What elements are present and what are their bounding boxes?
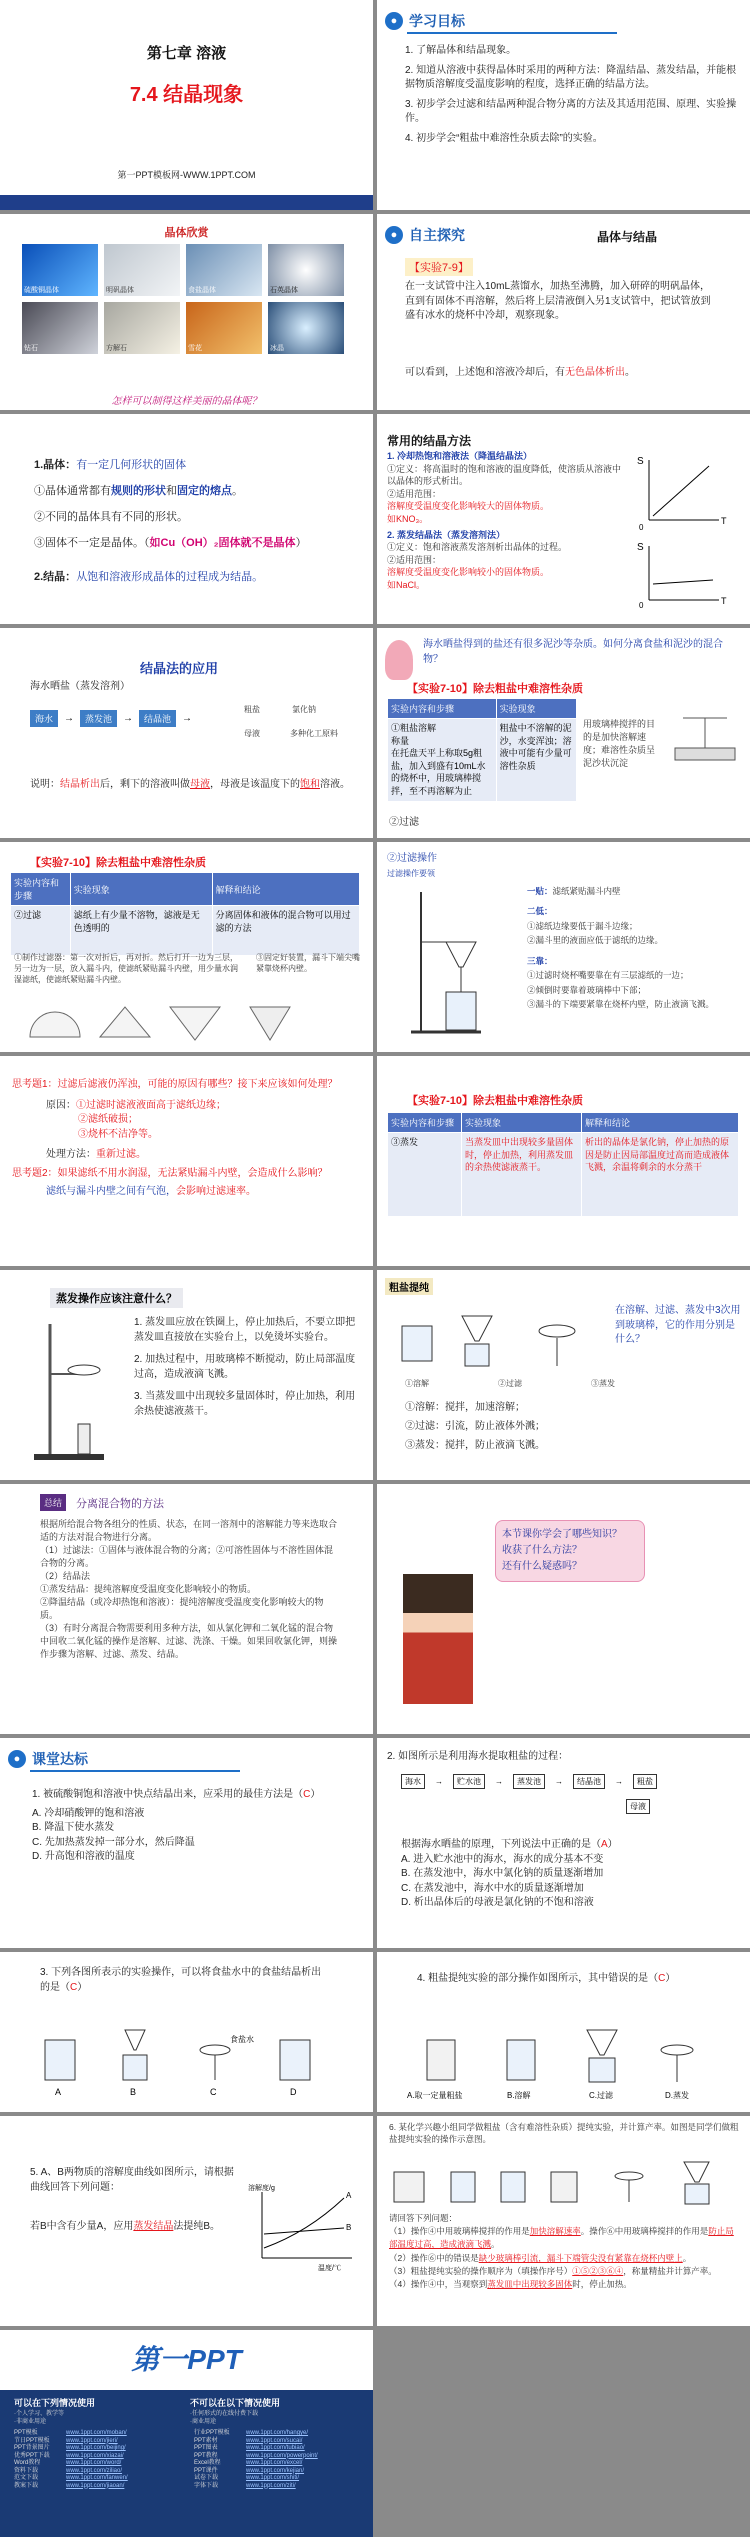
- objective-item: 2. 知道从溶液中获得晶体时采用的两种方法：降温结晶、蒸发结晶，并能根据物质溶解度受温度影响的程度，选择正确的结晶方法。: [405, 64, 737, 90]
- slide-purification: 粗盐提纯 ①溶解 ②过滤 ③蒸发 在溶解、过滤、蒸发中3次用到玻璃棒，它的作用分别是什么？ ①溶解：搅拌，加速溶解； ②过滤：引流，防止液体外溅； ③蒸发：搅拌，防止液滴飞溅。: [377, 1270, 750, 1480]
- resource-link[interactable]: 资料下载 www.1ppt.com/ziliao/: [14, 2467, 123, 2474]
- svg-text:T: T: [721, 516, 727, 526]
- crystal-definition: 1.晶体：有一定几何形状的固体: [34, 459, 187, 471]
- objective-item: 1. 了解晶体和结晶现象。: [405, 45, 517, 56]
- resource-link[interactable]: 范文下载 www.1ppt.com/fanwen/: [14, 2475, 128, 2481]
- slide-title: [0, 0, 373, 210]
- resource-link[interactable]: 字体下载 www.1ppt.com/ziti/: [194, 2482, 296, 2489]
- crystal-image: 方解石: [104, 302, 180, 354]
- resource-link[interactable]: PPT教程 www.1ppt.com/powerpoint/: [194, 2452, 318, 2459]
- resource-link[interactable]: 教案下载 www.1ppt.com/jiaoan/: [14, 2482, 125, 2489]
- resource-link[interactable]: 行业PPT模板 www.1ppt.com/hangye/: [194, 2430, 309, 2436]
- crystallization-def: 2.结晶：从饱和溶液形成晶体的过程成为结晶。: [34, 570, 264, 583]
- svg-text:A.取一定量粗盐: A.取一定量粗盐: [407, 2091, 463, 2100]
- svg-text:C: C: [210, 2087, 217, 2097]
- experiment-table: 实验内容和步骤 实验现象 ①粗盐溶解 称量 在托盘天平上称取5g粗盐，加入到盛有10mL水的烧杯中，用玻璃棒搅拌，至不再溶解为止 粗盐中不溶解的泥沙，水变浑浊；溶液中可能有少量可溶性杂质: [387, 698, 577, 802]
- slide-evap-notes: 蒸发操作应该注意什么？ 1. 蒸发皿应放在铁圈上，停止加热后，不要立即把蒸发皿直接放在实验台上，以免烫坏实验台。 2. 加热过程中，用玻璃棒不断搅动，防止局部温度过高，造成液滴飞溅。 3. 当蒸发皿中出现较多量固体时，停止加热，利用余热使滤液蒸干。: [0, 1270, 373, 1480]
- crystal-image: 食盐晶体: [186, 244, 262, 296]
- svg-text:0: 0: [639, 601, 644, 610]
- slide-quiz2: 2. 如图所示是利用海水提取粗盐的过程： 海水 → 贮水池 → 蒸发池 → 结晶池 → 粗盐 母液 根据海水晒盐的原理，下列说法中正确的是（A） A. 进入贮水池中的海水，海水的成分基本不变 B. 在蒸发池中，海水中氯化钠的质量逐渐增加 C. 在蒸发池中，海水中水的质量逐渐增加 D. 析出晶体后的母液是氯化钠的不饱和溶液: [377, 1738, 750, 1948]
- evaporation-apparatus: [24, 1314, 124, 1464]
- svg-text:S: S: [637, 456, 644, 467]
- crystal-image: 雪花: [186, 302, 262, 354]
- resource-link[interactable]: Word教程 www.1ppt.com/word/: [14, 2460, 122, 2466]
- resource-link[interactable]: 试卷下载 www.1ppt.com/shiti/: [194, 2475, 300, 2481]
- slide-crystal-gallery: [0, 214, 373, 410]
- slide-summary: 总结 分离混合物的方法 根据所给混合物各组分的性质、状态，在同一溶剂中的溶解能力等来选取合适的方法对混合物进行分离。 （1）过滤法：①固体与液体混合物的分离；②可溶性固体与不溶性固体混合物的分离。 （2）结晶法 ①蒸发结晶：提纯溶解度受温度变化影响较小的物质。 ②降温结晶（或冷却热饱和溶液）：提纯溶解度受温度变化影响较大的物质。 （3）有时分离混合物需要利用多种方法，如从氯化钾和二氧化锰的混合物中回收二氧化锰的操作是溶解、过滤、洗涤、干燥。如果回收氯化钾，则操作步骤为溶解、过滤、蒸发、结晶。: [0, 1484, 373, 1734]
- slide-filtration: 【实验7-10】除去粗盐中难溶性杂质 实验内容和步骤 实验现象 解释和结论 ②过滤 滤纸上有少量不溶物，滤液是无色透明的 分离固体和液体的混合物可以用过滤的方法 ①制作过滤器：第一次对折后，再对折。然后打开一边为三层，另一边为一层，放入漏斗内，使滤纸紧贴漏斗内壁，用少量水润湿滤纸，使滤纸紧贴漏斗内壁。 ③固定好装置，漏斗下端尖嘴紧靠烧杯内壁。: [0, 842, 373, 1052]
- svg-text:D.蒸发: D.蒸发: [665, 2091, 689, 2100]
- section-subtitle: 晶体与结晶: [597, 230, 658, 244]
- section-header: ● 学习目标: [385, 10, 465, 32]
- blank-slot: [377, 2330, 750, 2537]
- slide-crystal-def: 1.晶体：有一定几何形状的固体 ①晶体通常都有规则的形状和固定的熔点。 ②不同的晶体具有不同的形状。 ③固体不一定是晶体。（如Cu（OH）₂固体就不是晶体） 2.结晶：从饱和溶液形成晶体的过程成为结晶。: [0, 414, 373, 624]
- resource-link[interactable]: PPT课件 www.1ppt.com/kejian/: [194, 2467, 305, 2474]
- site-logo: 第一PPT: [131, 2344, 242, 2375]
- solubility-curve: [248, 2182, 358, 2272]
- resource-link[interactable]: 节日PPT模板 www.1ppt.com/jieri/: [14, 2437, 118, 2444]
- lesson-title: 7.4 结晶现象: [129, 84, 244, 106]
- slide-explore: [377, 214, 750, 410]
- resource-link[interactable]: Excel教程 www.1ppt.com/excel/: [194, 2460, 303, 2466]
- quiz3-diagrams: [40, 2000, 340, 2100]
- mother-liquor-note: 说明：结晶析出后，剩下的溶液叫做母液，母液是该温度下的饱和溶液。: [30, 779, 350, 790]
- slide-application: 结晶法的应用 海水晒盐（蒸发溶剂） 海水 → 蒸发池 → 结晶池 → 粗盐 氯化钠 母液 多种化工原料 说明：结晶析出后，剩下的溶液叫做母液，母液是该温度下的饱和溶液。: [0, 628, 373, 838]
- slide-reflection: [377, 1484, 750, 1734]
- methods-title: 常用的结晶方法: [387, 434, 472, 448]
- slide-license: 第一PPT 可以在下列情况使用 ·个人学习、教学等 ·非商业用途 不可以在以下情况使用 ·任何形式的在线付费下载 ·商业用途 PPT模板 www.1ppt.com/moban/ 行业PPT模板 www.1ppt.com/hangye/ 节日PPT模板 www.1ppt.com/jieri/ PPT素材 www.1ppt.com/sucai/ PPT背景图片 www.1ppt.com/beijing/ PPT图表 www.1ppt.com/tubiao/ 优秀PPT下载 www.1ppt.com/xiazai/ PPT教程 www.1ppt.com/powerpoint/ Word教程 www.1ppt.com/word/ Excel教程 www.1ppt.com/excel/ 资料下载 www.1ppt.com/ziliao/ PPT课件 www.1ppt.com/kejian/ 范文下载 www.1ppt.com/fanwen/ 试卷下载 www.1ppt.com/shiti/ 教案下载 www.1ppt.com/jiaoan/ 字体下载 www.1ppt.com/ziti/: [0, 2330, 373, 2537]
- seawater-flow: 海水 → 贮水池 → 蒸发池 → 结晶池 → 粗盐 母液: [401, 1774, 721, 1828]
- crystal-image: 冰晶: [268, 302, 344, 354]
- svg-text:B.溶解: B.溶解: [507, 2091, 531, 2100]
- svg-text:S: S: [637, 542, 644, 553]
- svg-text:D: D: [290, 2087, 297, 2097]
- svg-text:C.过滤: C.过滤: [589, 2091, 613, 2100]
- slide-quiz5: 5. A、B两物质的溶解度曲线如图所示，请根据曲线回答下列问题： 若B中含有少量A，应用蒸发结晶法提纯B。 溶解度/g 温度/℃ A B: [0, 2116, 373, 2326]
- teacher-illustration: [403, 1574, 473, 1704]
- solubility-graphs: [633, 450, 743, 610]
- slide-methods: 常用的结晶方法 1. 冷却热饱和溶液法（降温结晶法） ①定义：将高温时的饱和溶液的温度降低，使溶质从溶液中以晶体的形式析出。 ②适用范围： 溶解度受温度变化影响较大的固体物质。 如KNO₃。 2. 蒸发结晶法（蒸发溶剂法） ①定义：饱和溶液蒸发溶剂析出晶体的过程。 ②适用范围： 溶解度受温度变化影响较小的固体物质。 如NaCl。 S T 0 S T 0: [377, 414, 750, 624]
- chapter-title: 第七章 溶液: [146, 45, 227, 62]
- filtration-apparatus: [391, 882, 511, 1042]
- balance-illustration: [665, 708, 745, 788]
- crystal-image: 石英晶体: [268, 244, 344, 296]
- globe-icon: ●: [8, 1750, 26, 1768]
- slide-evaporation: 【实验7-10】除去粗盐中难溶性杂质 实验内容和步骤 实验现象 解释和结论 ③蒸发 当蒸发皿中出现较多量固体时，停止加热，利用蒸发皿的余热使滤液蒸干。 析出的晶体是氯化钠，停止加热的原因是防止因局部温度过高而造成液体飞溅，余温将剩余的水分蒸干: [377, 1056, 750, 1266]
- globe-icon: ●: [385, 12, 403, 30]
- crystal-image: 硫酸铜晶体: [22, 244, 98, 296]
- svg-text:溶解度/g: 溶解度/g: [248, 2185, 275, 2192]
- svg-text:0: 0: [639, 523, 644, 532]
- svg-text:A: A: [55, 2087, 62, 2097]
- experiment-result: 可以看到，上述饱和溶液冷却后，有无色晶体析出。: [405, 367, 635, 378]
- svg-text:温度/℃: 温度/℃: [318, 2265, 341, 2272]
- brand-text: 第一PPT模板网-WWW.1PPT.COM: [117, 170, 256, 180]
- slide-quiz4: 4. 粗盐提纯实验的部分操作如图所示，其中错误的是（C） A.取一定量粗盐 B.溶解 C.过滤 D.蒸发: [377, 1952, 750, 2112]
- footer-bar: [0, 195, 373, 210]
- svg-text:食盐水: 食盐水: [230, 2035, 254, 2044]
- slide-quiz3: 3. 下列各图所表示的实验操作，可以将食盐水中的食盐结晶析出的是（C） A B C D 食盐水: [0, 1952, 373, 2112]
- resource-link[interactable]: PPT图表 www.1ppt.com/tubiao/: [194, 2445, 305, 2451]
- resource-link[interactable]: PPT模板 www.1ppt.com/moban/: [14, 2430, 127, 2436]
- slide-objectives: [377, 0, 750, 210]
- resource-links: [14, 2430, 364, 2490]
- svg-text:T: T: [721, 596, 727, 606]
- slide-quiz1: ● 课堂达标 1. 被硫酸铜饱和溶液中快点结晶出来，应采用的最佳方法是（C） A. 冷却硝酸钾的饱和溶液 B. 降温下使水蒸发 C. 先加热蒸发掉一部分水，然后降温 D. 升高饱和溶液的温度: [0, 1738, 373, 1948]
- objective-item: 3. 初步学会过滤和结晶两种混合物分离的方法及其适用范围、原理、实验操作。: [405, 98, 737, 124]
- crystal-image: 钻石: [22, 302, 98, 354]
- svg-text:B: B: [346, 2223, 352, 2232]
- application-title: 结晶法的应用: [140, 661, 219, 676]
- purification-steps: [397, 1296, 597, 1376]
- slide-experiment-dissolve: 海水晒盐得到的盐还有很多泥沙等杂质。如何分离食盐和泥沙的混合物？ 【实验7-10】除去粗盐中难溶性杂质 实验内容和步骤 实验现象 ①粗盐溶解 称量 在托盘天平上称取5g粗盐，加入到盛有10mL水的烧杯中，用玻璃棒搅拌，至不再溶解为止 粗盐中不溶解的泥沙，水变浑浊；溶液中可能有少量可溶性杂质 用玻璃棒搅拌的目的是加快溶解速度；难溶性杂质呈泥沙状沉淀 ②过滤: [377, 628, 750, 838]
- slide-quiz6: 6. 某化学兴趣小组同学做粗盐（含有难溶性杂质）提纯实验，并计算产率。如图是同学们做粗盐提纯实验的操作示意图。 请回答下列问题： （1）操作④中用玻璃棒搅拌的作用是加快溶解速率。操作⑥中用玻璃棒搅拌的作用是防止局部温度过高，造成液滴飞溅。 （2）操作⑥中的错误是缺少玻璃棒引流，漏斗下端管尖没有紧靠在烧杯内壁上。 （3）粗盐提纯实验的操作顺序为（填操作序号）①⑤②③⑥④，称量精盐并计算产率。 （4）操作④中，当观察到蒸发皿中出现较多固体时，停止加热。: [377, 2116, 750, 2326]
- cartoon-girl: [385, 640, 413, 680]
- gallery-question: 怎样可以制得这样美丽的晶体呢？: [111, 396, 262, 407]
- objective-item: 4. 初步学会“粗盐中难溶性杂质去除”的实验。: [405, 132, 603, 144]
- quiz6-diagrams: [389, 2154, 741, 2210]
- experiment-text: 在一支试管中注入10mL蒸馏水，加热至沸腾，加入研碎的明矾晶体，直到有固体不再溶解，然后将上层清液倒入另1支试管中，把试管放到盛有冰水的烧杯中冷却，观察现象。: [405, 281, 711, 321]
- resource-link[interactable]: PPT背景图片 www.1ppt.com/beijing/: [14, 2445, 126, 2451]
- resource-link[interactable]: 优秀PPT下载 www.1ppt.com/xiazai/: [14, 2452, 124, 2459]
- filter-paper-folding: [20, 1002, 350, 1042]
- globe-icon: ●: [385, 226, 403, 244]
- slide-thinking: 思考题1：过滤后滤液仍浑浊，可能的原因有哪些？接下来应该如何处理？ 原因：①过滤时滤液液面高于滤纸边缘； ②滤纸破损； ③烧杯不洁净等。 处理方法：重新过滤。 思考题2：如果滤纸不用水润湿，无法紧贴漏斗内壁，会造成什么影响？ 滤纸与漏斗内壁之间有气泡，会影响过滤速率。: [0, 1056, 373, 1266]
- resource-link[interactable]: PPT素材 www.1ppt.com/sucai/: [194, 2437, 303, 2444]
- objective-list: [405, 44, 740, 146]
- crystal-image: 明矾晶体: [104, 244, 180, 296]
- quiz4-diagrams: [407, 2010, 727, 2106]
- slide-filtration-rules: ②过滤操作 过滤操作要领 一贴：滤纸紧贴漏斗内壁 二低： ①滤纸边缘要低于漏斗边缘； ②漏斗里的液面应低于滤纸的边缘。 三靠： ①过滤时烧杯嘴要靠在有三层滤纸的一边； ②倾倒时要靠着玻璃棒中下部； ③漏斗的下端要紧靠在烧杯内壁，防止液滴飞溅。: [377, 842, 750, 1052]
- gallery-banner: 晶体欣赏: [164, 227, 209, 239]
- experiment-tag: 【实验7-9】: [405, 258, 473, 276]
- svg-text:B: B: [130, 2087, 137, 2097]
- svg-text:A: A: [346, 2191, 352, 2200]
- crystal-grid: [22, 244, 352, 354]
- section-title: 自主探究: [409, 227, 465, 243]
- salt-flow: 海水 → 蒸发池 → 结晶池 →: [30, 710, 192, 727]
- reflection-bubble: 本节课你学会了哪些知识？ 收获了什么方法？ 还有什么疑惑吗？: [495, 1520, 645, 1582]
